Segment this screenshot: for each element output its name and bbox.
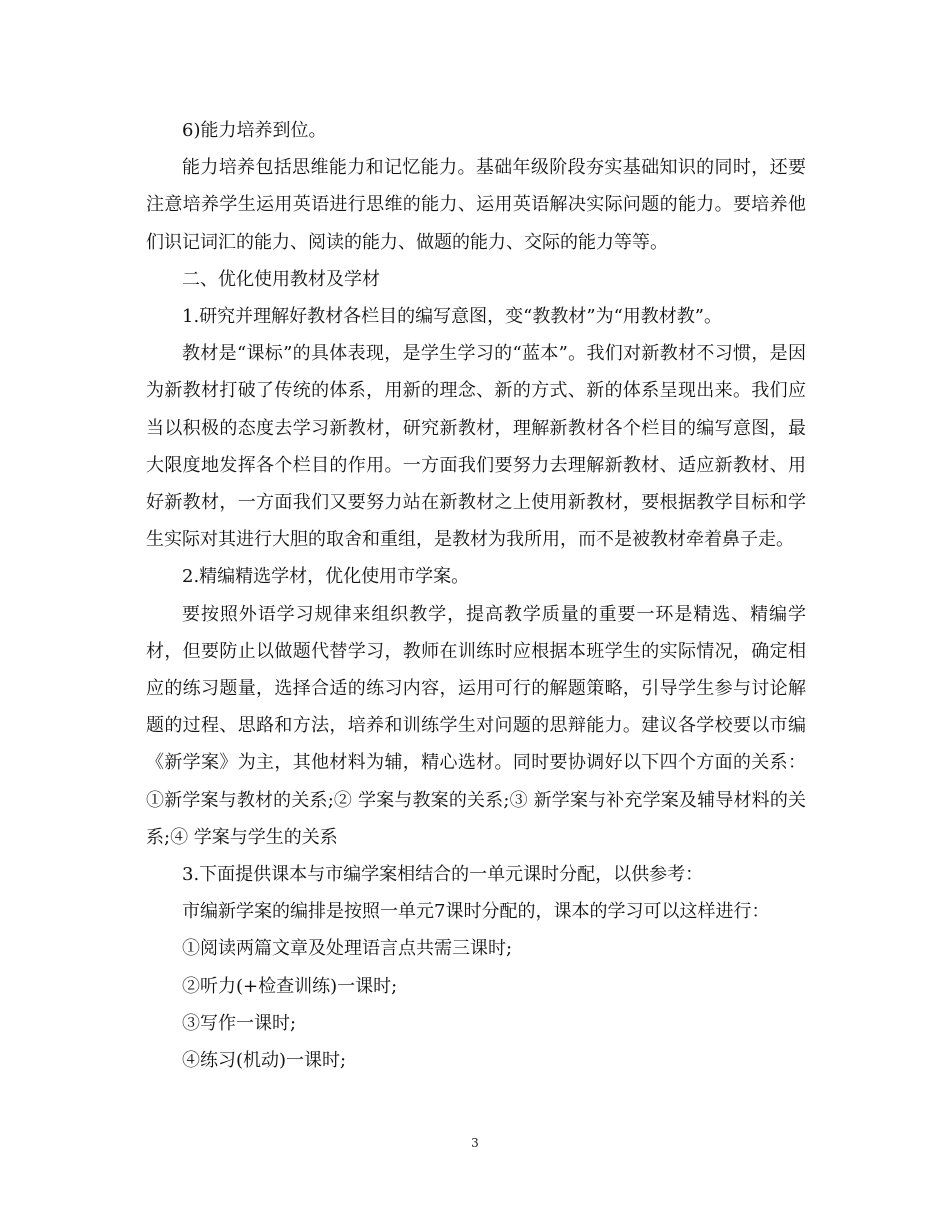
section-heading-2: 二、优化使用教材及学材 xyxy=(182,268,380,290)
paragraph-textbook: 教材是“课标”的具体表现，是学生学习的“蓝本”。我们对新教材不习惯，是因为新教材打破了传统的体系，用新的理念、新的方式、新的体系呈现出来。我们应当以积极的态度去学习新教材，研究新教材，理解新教材各个栏目的编写意图，最大限度地发挥各个栏目的作用。一方面我们要努力去理解新教材、适应新教材、用好新教材，一方面我们又要努力站在新教材之上使用新教材，要根据教学目标和学生实际对其进行大胆的取舍和重组，是教材为我所用，而不是被教材牵着鼻子走。 xyxy=(146,343,806,551)
document-body xyxy=(146,112,806,1079)
list-item-3: ③写作一课时; xyxy=(182,1012,297,1034)
paragraph-ability: 能力培养包括思维能力和记忆能力。基础年级阶段夯实基础知识的同时，还要注意培养学生运用英语进行思维的能力、运用英语解决实际问题的能力。要培养他们识记词汇的能力、阅读的能力、做题的能力、交际的能力等等。 xyxy=(146,157,806,253)
paragraph-materials: 要按照外语学习规律来组织教学，提高教学质量的重要一环是精选、精编学材，但要防止以做题代替学习，教师在训练时应根据本班学生的实际情况，确定相应的练习题量，选择合适的练习内容，运用可行的解题策略，引导学生参与讨论解题的过程、思路和方法，培养和训练学生对问题的思辩能力。建议各学校要以市编《新学案》为主，其他材料为辅，精心选材。同时要协调好以下四个方面的关系：①新学案与教材的关系;② 学案与教案的关系;③ 新学案与补充学案及辅导材料的关系;④ 学案与学生的关系 xyxy=(146,603,806,848)
page-number: 3 xyxy=(471,1136,479,1150)
subheading-2: 2.精编精选学材，优化使用市学案。 xyxy=(182,566,470,588)
list-item-2: ②听力(+检查训练)一课时; xyxy=(182,975,398,997)
paragraph-schedule: 市编新学案的编排是按照一单元7课时分配的，课本的学习可以这样进行： xyxy=(182,901,770,923)
list-item-4: ④练习(机动)一课时; xyxy=(182,1050,347,1072)
subheading-3: 3.下面提供课本与市编学案相结合的一单元课时分配，以供参考： xyxy=(182,864,704,886)
list-item-1: ①阅读两篇文章及处理语言点共需三课时; xyxy=(182,938,513,960)
item-heading-6: 6)能力培养到位。 xyxy=(182,120,327,141)
subheading-1: 1.研究并理解好教材各栏目的编写意图，变“教教材”为“用教材教”。 xyxy=(182,306,722,328)
